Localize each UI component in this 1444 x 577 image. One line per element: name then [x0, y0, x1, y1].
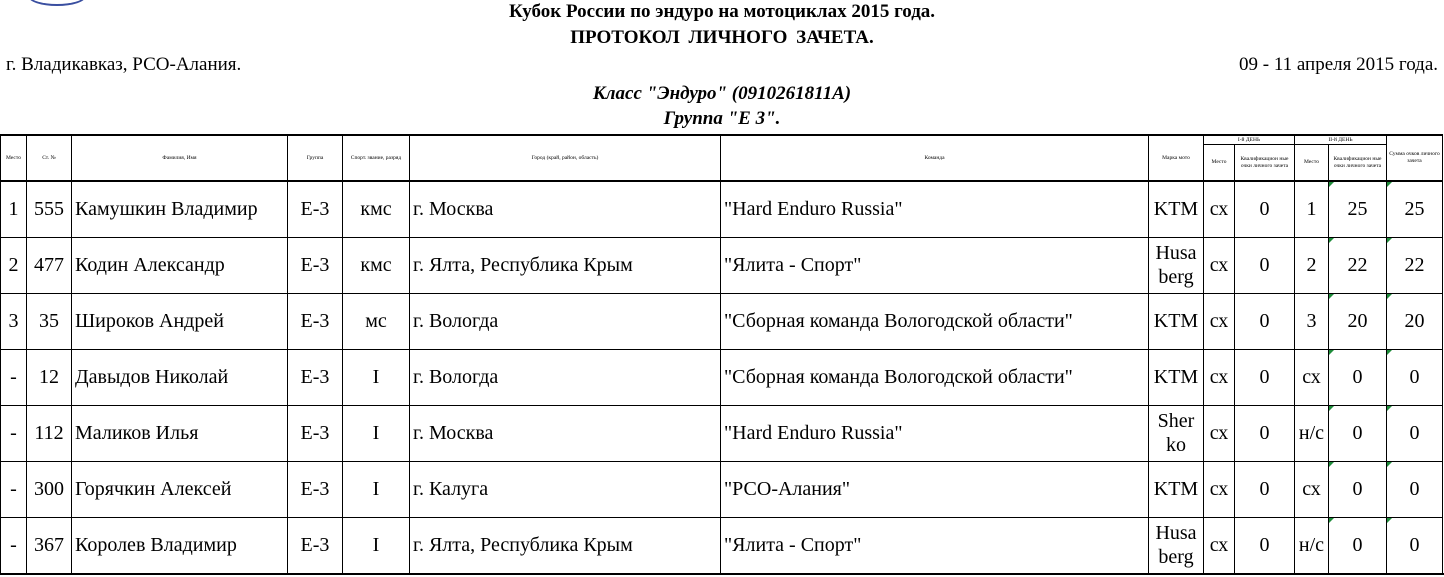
cell-team: "Ялита - Спорт": [721, 237, 1149, 293]
cell-place: 1: [1, 181, 27, 237]
header-group: Группа: [288, 135, 343, 181]
cell-city: г. Вологда: [410, 293, 721, 349]
cell-start-no: 555: [27, 181, 72, 237]
cell-d1-place: сх: [1204, 349, 1235, 405]
cell-city: г. Ялта, Республика Крым: [410, 237, 721, 293]
cell-rank: кмс: [343, 181, 410, 237]
cell-name: Широков Андрей: [72, 293, 288, 349]
cell-d2-place: 3: [1295, 293, 1329, 349]
cell-total: 0: [1387, 461, 1443, 517]
cell-city: г. Ялта, Республика Крым: [410, 517, 721, 573]
cell-rank: I: [343, 517, 410, 573]
table-row: [1, 293, 1443, 349]
cell-d1-place: сх: [1204, 405, 1235, 461]
cell-start-no: 300: [27, 461, 72, 517]
cell-d2-place: сх: [1295, 461, 1329, 517]
cell-start-no: 477: [27, 237, 72, 293]
cell-d1-place: сх: [1204, 293, 1235, 349]
cell-group: Е-3: [288, 237, 343, 293]
header-team: Команда: [721, 135, 1149, 181]
cell-name: Кодин Александр: [72, 237, 288, 293]
table-row: [1, 405, 1443, 461]
cell-total: 0: [1387, 349, 1443, 405]
bottom-rule: [0, 573, 1444, 575]
cell-group: Е-3: [288, 293, 343, 349]
cell-group: Е-3: [288, 349, 343, 405]
cell-moto: Husa berg: [1149, 237, 1204, 293]
header-place: Место: [1, 135, 27, 181]
cell-total: 25: [1387, 181, 1443, 237]
cell-total: 0: [1387, 405, 1443, 461]
cell-d2-place: 1: [1295, 181, 1329, 237]
cell-moto: Sher ko: [1149, 405, 1204, 461]
table-row: [1, 517, 1443, 573]
cell-team: "Ялита - Спорт": [721, 517, 1149, 573]
cell-place: -: [1, 461, 27, 517]
cell-place: 3: [1, 293, 27, 349]
cell-total: 0: [1387, 517, 1443, 573]
cell-d2-points: 20: [1329, 293, 1387, 349]
cell-moto: Husa berg: [1149, 517, 1204, 573]
header-day2-points: Квалификацион ные очки личного зачета: [1329, 145, 1387, 182]
cell-moto: KTM: [1149, 349, 1204, 405]
group-heading: Группа "Е 3".: [663, 108, 781, 129]
cell-place: 2: [1, 237, 27, 293]
header-moto: Марка мото: [1149, 135, 1204, 181]
cell-d1-points: 0: [1235, 349, 1295, 405]
cell-start-no: 35: [27, 293, 72, 349]
cell-d2-points: 22: [1329, 237, 1387, 293]
cell-d2-place: сх: [1295, 349, 1329, 405]
cell-team: "Сборная команда Вологодской области": [721, 349, 1149, 405]
cell-place: -: [1, 517, 27, 573]
cell-d2-points: 25: [1329, 181, 1387, 237]
cell-city: г. Калуга: [410, 461, 721, 517]
header-city: Город (край, район, область): [410, 135, 721, 181]
header-total: Сумма очков личного зачета: [1387, 135, 1443, 181]
cell-team: "РСО-Алания": [721, 461, 1149, 517]
cell-city: г. Москва: [410, 181, 721, 237]
header-rank: Спорт. звание, разряд: [343, 135, 410, 181]
event-dates: 09 - 11 апреля 2015 года.: [1239, 54, 1438, 75]
cell-city: г. Вологда: [410, 349, 721, 405]
header-name: Фамилия, Имя: [72, 135, 288, 181]
cell-name: Горячкин Алексей: [72, 461, 288, 517]
cell-total: 22: [1387, 237, 1443, 293]
cell-d2-place: н/с: [1295, 405, 1329, 461]
table-row: [1, 461, 1443, 517]
cell-group: Е-3: [288, 461, 343, 517]
cell-d1-place: сх: [1204, 237, 1235, 293]
cell-d1-place: сх: [1204, 461, 1235, 517]
cell-moto: KTM: [1149, 461, 1204, 517]
results-table: [0, 134, 1443, 574]
cell-d1-points: 0: [1235, 405, 1295, 461]
cell-moto: KTM: [1149, 181, 1204, 237]
header-day2-place: Место: [1295, 145, 1329, 182]
cell-start-no: 12: [27, 349, 72, 405]
cell-start-no: 112: [27, 405, 72, 461]
header-day1-place: Место: [1204, 145, 1235, 182]
cell-d2-place: 2: [1295, 237, 1329, 293]
cell-rank: I: [343, 349, 410, 405]
cell-moto: KTM: [1149, 293, 1204, 349]
cell-name: Маликов Илья: [72, 405, 288, 461]
cell-d2-points: 0: [1329, 349, 1387, 405]
cell-total: 20: [1387, 293, 1443, 349]
cell-team: "Hard Enduro Russia": [721, 405, 1149, 461]
header-start-no: Ст. №: [27, 135, 72, 181]
document-title: Кубок России по эндуро на мотоциклах 2015 года.: [508, 1, 936, 22]
cell-name: Камушкин Владимир: [72, 181, 288, 237]
cell-d2-place: н/с: [1295, 517, 1329, 573]
table-row: [1, 181, 1443, 237]
cell-group: Е-3: [288, 517, 343, 573]
cell-d1-points: 0: [1235, 517, 1295, 573]
cell-d1-points: 0: [1235, 181, 1295, 237]
cell-name: Давыдов Николай: [72, 349, 288, 405]
cell-group: Е-3: [288, 181, 343, 237]
table-row: [1, 349, 1443, 405]
cell-d2-points: 0: [1329, 405, 1387, 461]
cell-rank: I: [343, 461, 410, 517]
cell-city: г. Москва: [410, 405, 721, 461]
cell-d1-points: 0: [1235, 293, 1295, 349]
cell-rank: кмс: [343, 237, 410, 293]
document-subtitle: ПРОТОКОЛ ЛИЧНОГО ЗАЧЕТА.: [570, 27, 874, 48]
cell-rank: I: [343, 405, 410, 461]
cell-d1-place: сх: [1204, 517, 1235, 573]
event-location: г. Владикавказ, РСО-Алания.: [6, 54, 242, 75]
header-day2: II-й ДЕНЬ: [1295, 135, 1387, 145]
cell-d2-points: 0: [1329, 461, 1387, 517]
table-row: [1, 237, 1443, 293]
cell-group: Е-3: [288, 405, 343, 461]
cell-start-no: 367: [27, 517, 72, 573]
cell-team: "Hard Enduro Russia": [721, 181, 1149, 237]
header-day1-points: Квалификацион ные очки личного зачета: [1235, 145, 1295, 182]
class-heading: Класс "Эндуро" (0910261811А): [592, 83, 852, 104]
cell-team: "Сборная команда Вологодской области": [721, 293, 1149, 349]
header-day1: I-й ДЕНЬ: [1204, 135, 1295, 145]
cell-place: -: [1, 349, 27, 405]
cell-name: Королев Владимир: [72, 517, 288, 573]
cell-d1-place: сх: [1204, 181, 1235, 237]
cell-rank: мс: [343, 293, 410, 349]
cell-d1-points: 0: [1235, 237, 1295, 293]
cell-place: -: [1, 405, 27, 461]
cell-d2-points: 0: [1329, 517, 1387, 573]
cell-d1-points: 0: [1235, 461, 1295, 517]
